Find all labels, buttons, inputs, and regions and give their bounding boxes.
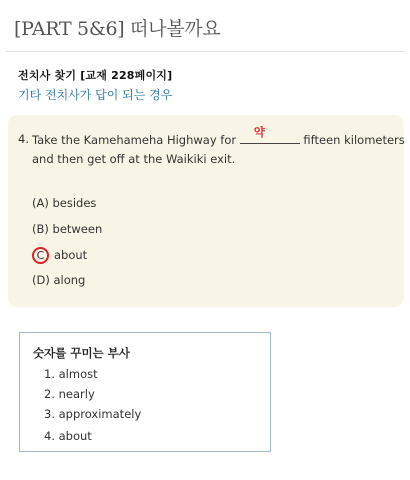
blank-underline bbox=[240, 143, 300, 144]
option-c[interactable] bbox=[32, 247, 87, 264]
question-text-after: fifteen kilometers bbox=[299, 133, 405, 147]
selected-circle-marker: C bbox=[32, 247, 49, 264]
note-item: 4. about bbox=[44, 429, 92, 443]
note-item: 2. nearly bbox=[44, 387, 95, 401]
question-box bbox=[8, 115, 404, 307]
page-title: [PART 5&6] 떠나볼까요 bbox=[14, 18, 221, 40]
blank-annotation: 약 bbox=[253, 125, 265, 139]
option-c-text: about bbox=[54, 248, 88, 262]
title-divider bbox=[6, 51, 404, 52]
note-title: 숫자를 꾸미는 부사 bbox=[33, 346, 130, 360]
answer-blank bbox=[240, 125, 300, 144]
note-item: 3. approximately bbox=[44, 407, 142, 421]
section-subheading: 기타 전치사가 답이 되는 경우 bbox=[18, 88, 173, 102]
question-text-line1 bbox=[32, 125, 405, 147]
section-heading: 전치사 찾기 [교재 228페이지] bbox=[18, 69, 173, 82]
question-text-line2: and then get off at the Waikiki exit. bbox=[32, 152, 236, 166]
note-box bbox=[19, 332, 271, 452]
option-d[interactable]: (D) along bbox=[32, 273, 86, 287]
option-b[interactable]: (B) between bbox=[32, 222, 103, 236]
question-number: 4. bbox=[18, 132, 29, 146]
option-a[interactable]: (A) besides bbox=[32, 196, 97, 210]
note-item: 1. almost bbox=[44, 367, 98, 381]
question-text-before: Take the Kamehameha Highway for bbox=[32, 133, 240, 147]
